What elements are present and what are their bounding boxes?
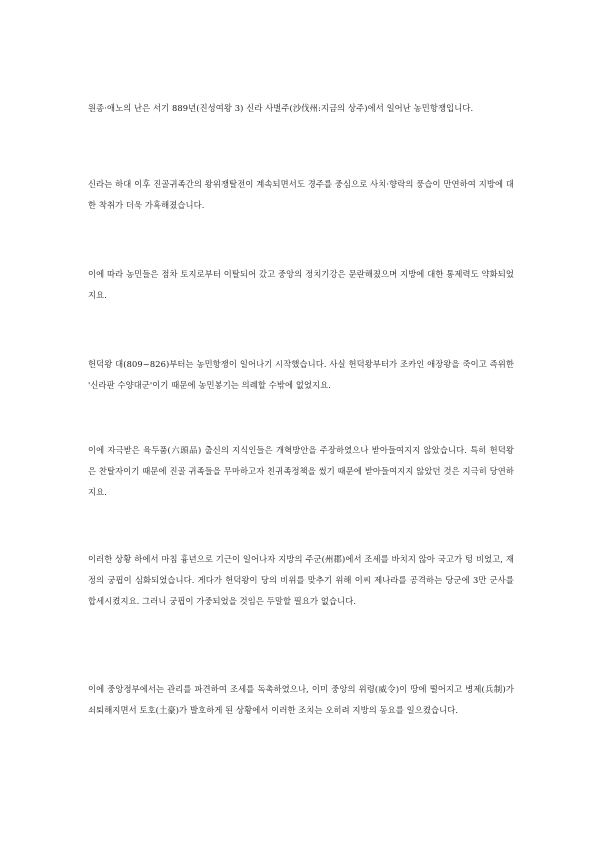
paragraph: 헌덕왕 대(809~826)부터는 농민항쟁이 일어나기 시작했습니다. 사실 헌덕왕부터가 조카인 애장왕을 죽이고 즉위한 '신라판 수양대군'이기 때문에 농민봉기는 의례할 수밖에 없었지요.	[88, 359, 514, 390]
paragraph: 원종·애노의 난은 서기 889년(진성여왕 3) 신라 사벌주(沙伐州:지금의 상주)에서 일어난 농민항쟁입니다.	[88, 103, 474, 113]
paragraph: 이에 중앙정부에서는 관리를 파견하여 조세를 독촉하였으나, 이미 중앙의 위령(威令)이 땅에 떨어지고 병제(兵制)가 쇠퇴해지면서 토호(土豪)가 발호하게 된 상황에서 이러한 조치는 오히려 지방의 동요를 일으켰습니다.	[88, 684, 514, 715]
paragraph: 이러한 상황 하에서 마침 흉년으로 기근이 일어나자 지방의 주군(州郡)에서 조세를 바치지 않아 국고가 텅 비었고, 재정의 궁핍이 심화되었습니다. 게다가 헌덕왕이 당의 비위를 맞추기 위해 이씨 제나라를 공격하는 당군에 3만 군사를 합세시켰지요. 그러니 궁핍이 가중되었을 것임은 두말할 필요가 없습니다.	[88, 554, 514, 606]
paragraph: 이에 자극받은 육두품(六頭品) 출신의 지식인들은 개혁방안을 주장하였으나 받아들여지지 않았습니다. 특히 헌덕왕은 찬탈자이기 때문에 진골 귀족들을 무마하고자 친귀족정책을 썼기 때문에 받아들여지지 않았던 것은 지극히 당연하지요.	[88, 445, 514, 497]
paragraph: 신라는 하대 이후 진골귀족간의 왕위쟁탈전이 계속되면서도 경주를 중심으로 사치·향락의 풍습이 만연하여 지방에 대한 착취가 더욱 가혹해졌습니다.	[88, 179, 514, 210]
paragraph: 이에 따라 농민들은 점차 토지로부터 이탈되어 갔고 중앙의 정치기강은 문란해졌으며 지방에 대한 통제력도 약화되었지요.	[88, 269, 514, 300]
